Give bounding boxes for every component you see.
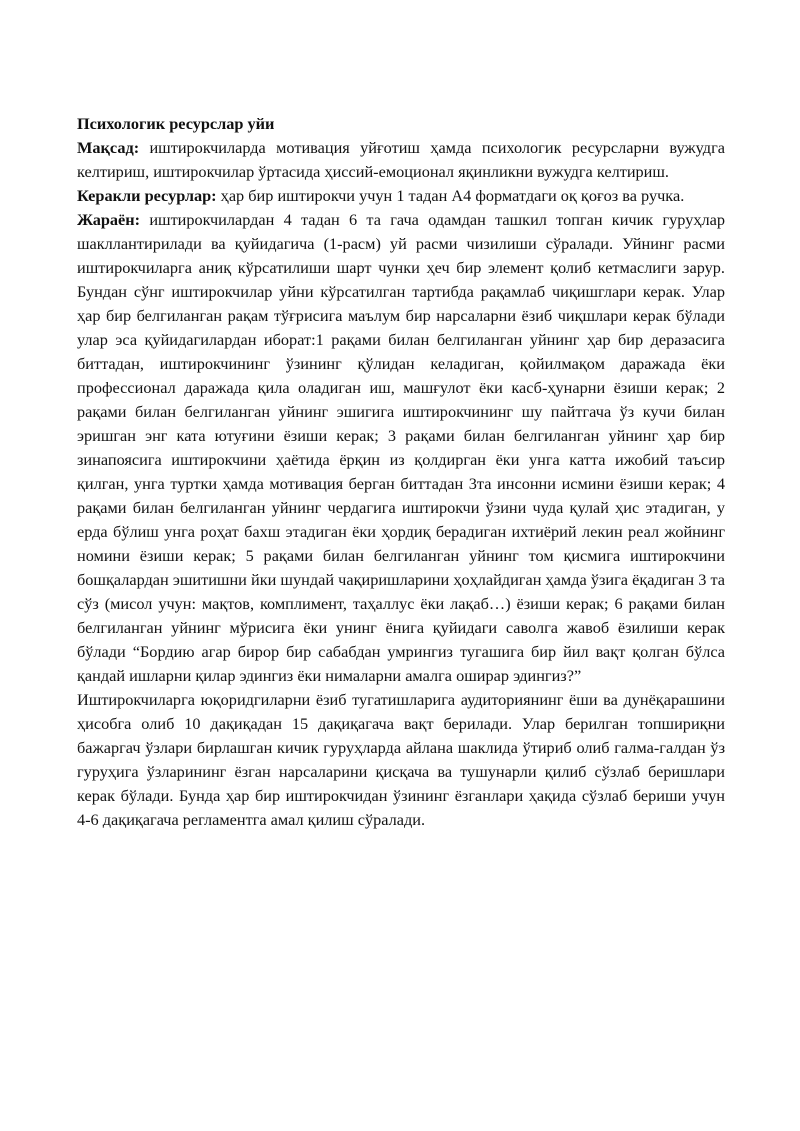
document-title: Психологик ресурслар уйи (77, 114, 275, 133)
goal-text: иштирокчиларда мотивация уйғотиш ҳамда психологик ресурсларни вужудга келтириш, иштирокчилар ўртасида ҳиссий-емоционал яқинликни вужудга келтириш. (77, 138, 725, 181)
goal-paragraph (77, 136, 725, 184)
process-text: иштирокчилардан 4 тадан 6 та гача одамдан ташкил топган кичик гуруҳлар шакллантирилади ва қуйидагича (1-расм) уй расми чизилиши сўралади. Уйнинг расми иштирокчиларга аниқ кўрсатилиши шарт чунки ҳеч бир элемент қолиб кетмаслиги зарур. Бундан сўнг иштирокчилар уйни кўрсатилган тартибда рақамлаб чиқишглари керак. Улар ҳар бир белгиланган рақам тўғрисига маълум бир нарсаларни ёзиб чиқшлари керак бўлади улар эса қуйидагилардан иборат:1 рақами билан белгиланган уйнинг ҳар бир деразасига биттадан, иштирокчининг ўзининг қўлидан келадиган, қойилмақом даражада ёки профессионал даражада қила оладиган иш, машғулот ёки касб-ҳунарни ёзиши керак; 2 рақами билан белгиланган уйнинг эшигига иштирокчининг шу пайтгача ўз кучи билан эришган энг ката ютуғини ёзиши керак; 3 рақами билан белгиланган уйнинг ҳар бир зинапоясига иштирокчини ҳаётида ёрқин из қолдирган ёки унга катта ижобий таъсир қилган, унга туртки ҳамда мотивация берган биттадан 3та инсонни исмини ёзиши керак; 4 рақами билан белгиланган уйнинг чердагига иштирокчи ўзини чуда қулай ҳис этадиган, у ерда бўлиш унга роҳат бахш этадиган ёки ҳордиқ берадиган ихтиёрий лекин реал жойнинг номини ёзиши керак; 5 рақами билан белгиланган уйнинг том қисмига иштирокчини бошқалардан эшитишни йки шундай чақиришларини ҳоҳлайдиган ҳамда ўзига ёқадиган 3 та сўз (мисол учун: мақтов, комплимент, таҳаллус ёки лақаб…) ёзиши керак; 6 рақами билан белгиланган уйнинг мўрисига ёки унинг ёнига қуйидаги саволга жавоб ёзилиши керак бўлади “Бордию агар бирор бир сабабдан умрингиз тугашига бир йил вақт қолган бўлса қандай ишларни қилар эдингиз ёки нималарни амалга оширар эдингиз?” (77, 210, 725, 685)
goal-label: Мақсад: (77, 138, 140, 157)
process-label: Жараён: (77, 210, 141, 229)
resources-paragraph (77, 184, 725, 208)
conclusion-paragraph: Иштирокчиларга юқоридгиларни ёзиб тугатишларига аудиториянинг ёши ва дунёқарашини ҳисобга олиб 10 дақиқадан 15 дақиқагача вақт берилади. Улар берилган топшириқни бажаргач ўзлари бирлашган кичик гуруҳларда айлана шаклида ўтириб олиб галма-галдан ўз гуруҳига ўзларининг ёзган нарсаларини қисқача ва тушунарли қилиб сўзлаб беришлари керак бўлади. Бунда ҳар бир иштирокчидан ўзининг ёзганлари ҳақида сўзлаб бериши учун 4-6 дақиқагача регламентга амал қилиш сўралади. (77, 690, 725, 829)
document-page (77, 112, 725, 832)
process-paragraph (77, 208, 725, 688)
resources-text: ҳар бир иштирокчи учун 1 тадан А4 форматдаги оқ қоғоз ва ручка. (216, 186, 685, 205)
resources-label: Керакли ресурлар: (77, 186, 217, 205)
